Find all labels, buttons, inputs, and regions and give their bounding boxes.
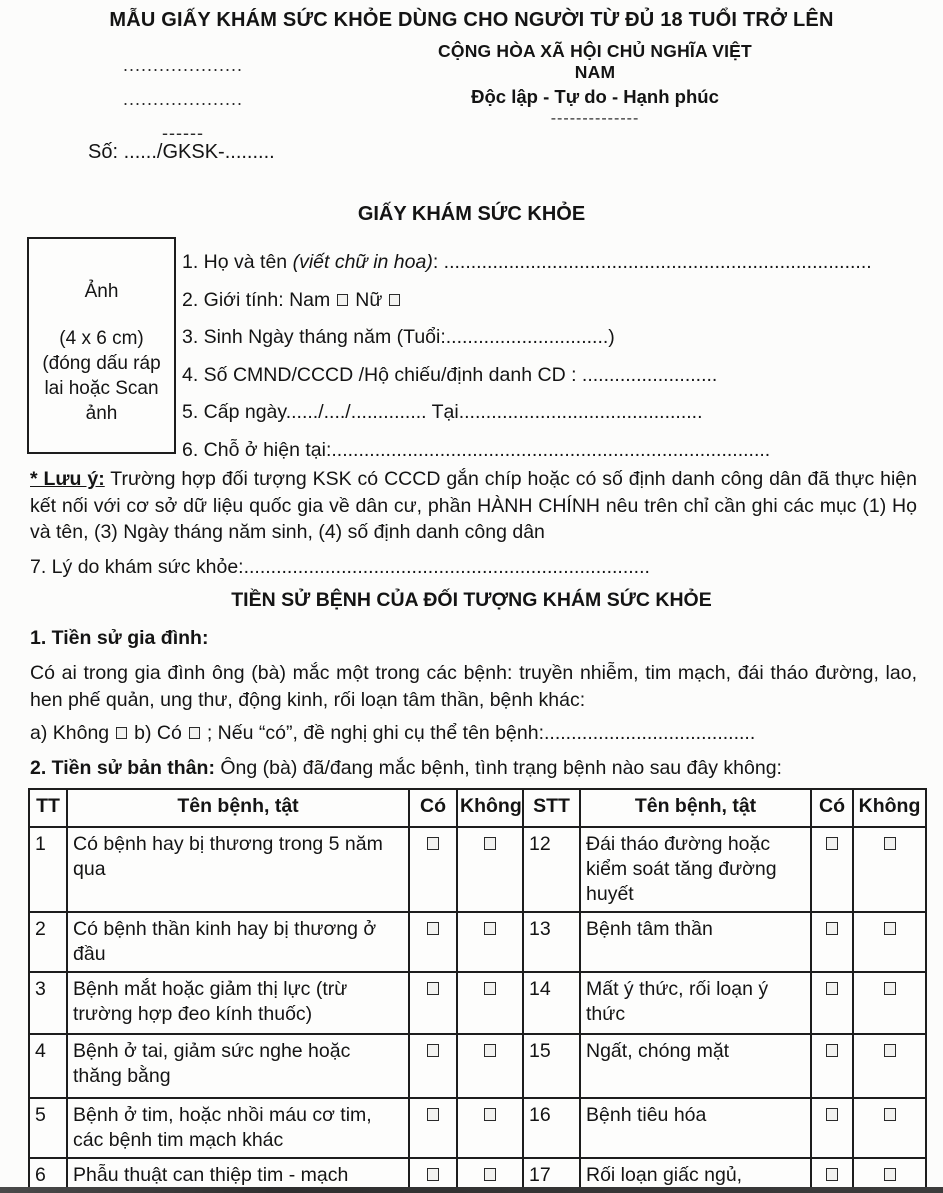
fullname-dotted-line: : ............................................................................... [432,251,872,273]
issuer-dash-line: ------ [162,123,204,143]
row-number: 5 [29,1098,67,1158]
disease-name-left: Có bệnh thần kinh hay bị thương ở đầu [67,912,409,972]
checkbox-cell [853,912,926,972]
header-disease-left: Tên bệnh, tật [67,789,409,827]
family-history-heading: 1. Tiền sử gia đình: [30,627,209,649]
checkbox-cell [457,1034,523,1098]
header-stt: STT [523,789,580,827]
field-issue-date-place: 5. Cấp ngày....../..../.............. Tại............................................. [182,401,703,423]
national-motto-block [425,41,765,128]
note-text: Trường hợp đối tượng KSK có CCCD gắn chíp hoặc có số định danh công dân đã thực hiện kết nối với cơ sở dữ liệu quốc gia về dân cư, phần HÀNH CHÍNH nêu trên chỉ cần ghi các mục (1) Họ và tên, (3) Ngày tháng năm sinh, (4) số định danh công dân [30,468,917,543]
table-row [29,972,926,1034]
checkbox-khong[interactable] [884,837,896,850]
header-tt: TT [29,789,67,827]
checkbox-cell [811,827,853,912]
row-number-right: 15 [523,1034,580,1098]
checkbox-cell [811,1098,853,1158]
disease-name-left: Bệnh ở tim, hoặc nhồi máu cơ tim, các bệnh tim mạch khác [67,1098,409,1158]
note-paragraph [30,466,917,546]
checkbox-co[interactable] [427,982,439,995]
field-fullname [182,244,921,282]
document-number-line: Số: ....../GKSK-......... [88,141,275,163]
scan-edge-shadow [0,1187,943,1193]
disease-name-left: Bệnh ở tai, giảm sức nghe hoặc thăng bằng [67,1034,409,1098]
checkbox-cell [409,827,457,912]
header-co-right: Có [811,789,853,827]
checkbox-khong[interactable] [884,982,896,995]
checkbox-khong[interactable] [484,837,496,850]
answer-detail-dotted-line: ; Nếu “có”, đề nghị ghi cụ thể tên bệnh:....................................... [206,722,756,744]
answer-checkbox-khong[interactable] [116,727,127,739]
photo-size-label: (4 x 6 cm) [59,328,144,349]
checkbox-cell [457,1098,523,1158]
checkbox-co[interactable] [427,1044,439,1057]
header-disease-right: Tên bệnh, tật [580,789,811,827]
checkbox-co[interactable] [826,837,838,850]
table-row [29,827,926,912]
family-history-answer-line [30,722,921,745]
disease-name-right: Mất ý thức, rối loạn ý thức [580,972,811,1034]
checkbox-cell [457,827,523,912]
issuer-placeholder-block [118,48,248,150]
disease-name-right: Đái tháo đường hoặc kiểm soát tăng đường huyết [580,827,811,912]
disease-name-right: Bệnh tâm thần [580,912,811,972]
disease-name-left: Bệnh mắt hoặc giảm thị lực (trừ trường hợp đeo kính thuốc) [67,972,409,1034]
checkbox-co[interactable] [427,1168,439,1181]
row-number-right: 14 [523,972,580,1034]
checkbox-khong[interactable] [484,982,496,995]
checkbox-khong[interactable] [484,1108,496,1121]
checkbox-khong[interactable] [884,1044,896,1057]
photo-stamp-note-line1: (đóng dấu ráp [42,353,161,374]
row-number: 3 [29,972,67,1034]
medical-history-section-title: TIỀN SỬ BỆNH CỦA ĐỐI TƯỢNG KHÁM SỨC KHỎE [231,589,712,611]
row-number-right: 17 [523,1158,580,1193]
motto-divider: -------------- [550,110,640,127]
answer-checkbox-co[interactable] [189,727,200,739]
checkbox-cell [853,972,926,1034]
gender-checkbox-nu[interactable] [389,294,400,306]
personal-history-heading [30,757,921,780]
photo-stamp-note-line2: lai hoặc Scan [44,378,159,399]
form-title: GIẤY KHÁM SỨC KHỎE [357,203,586,225]
checkbox-cell [811,1034,853,1098]
checkbox-co[interactable] [826,1108,838,1121]
field-gender [182,282,921,320]
header-khong-left: Không [457,789,523,827]
photo-stamp-note-line3: ảnh [85,403,118,424]
form-usage-title: MẪU GIẤY KHÁM SỨC KHỎE DÙNG CHO NGƯỜI TỪ ĐỦ 18 TUỔI TRỞ LÊN [109,9,834,31]
checkbox-cell [457,972,523,1034]
disease-name-right: Bệnh tiêu hóa [580,1098,811,1158]
photo-box-label: Ảnh [84,281,119,302]
answer-co-label: b) Có [134,722,182,744]
checkbox-co[interactable] [826,1168,838,1181]
gender-checkbox-nam[interactable] [337,294,348,306]
fullname-hint: (viết chữ in hoa) [292,251,433,273]
header-co-left: Có [409,789,457,827]
checkbox-khong[interactable] [884,922,896,935]
administrative-fields [182,244,921,469]
checkbox-cell [853,1098,926,1158]
checkbox-co[interactable] [427,837,439,850]
field-exam-reason: 7. Lý do khám sức khỏe:........................................................................... [30,556,650,578]
checkbox-cell [811,972,853,1034]
checkbox-cell [457,912,523,972]
issuer-dotted-line-2: .................... [122,89,244,109]
family-history-question: Có ai trong gia đình ông (bà) mắc một trong các bệnh: truyền nhiễm, tim mạch, đái tháo đường, lao, hen phế quản, ung thư, động kinh, rối loạn tâm thần, bệnh khác: [30,662,917,711]
checkbox-co[interactable] [427,922,439,935]
row-number: 1 [29,827,67,912]
gender-nu-label: Nữ [355,288,383,311]
row-number-right: 12 [523,827,580,912]
motto-slogan-line: Độc lập - Tự do - Hạnh phúc [471,86,719,107]
row-number: 6 [29,1158,67,1193]
field-date-of-birth: 3. Sinh Ngày tháng năm (Tuổi:..............................) [182,326,615,348]
checkbox-khong[interactable] [884,1108,896,1121]
personal-history-label: 2. Tiền sử bản thân: [30,757,215,779]
gender-label: 2. Giới tính: Nam [182,288,331,311]
disease-name-left: Có bệnh hay bị thương trong 5 năm qua [67,827,409,912]
table-header-row [29,789,926,827]
photo-box [27,237,176,454]
checkbox-co[interactable] [427,1108,439,1121]
row-number: 4 [29,1034,67,1098]
answer-khong-label: a) Không [30,722,110,744]
checkbox-cell [853,827,926,912]
table-row [29,1098,926,1158]
personal-history-question: Ông (bà) đã/đang mắc bệnh, tình trạng bệnh nào sau đây không: [214,757,782,779]
checkbox-cell [409,1098,457,1158]
row-number-right: 16 [523,1098,580,1158]
table-row [29,912,926,972]
issuer-dotted-line-1: .................... [122,55,244,75]
row-number: 2 [29,912,67,972]
checkbox-co[interactable] [826,1044,838,1057]
fullname-label: 1. Họ và tên [182,251,293,273]
field-current-address: 6. Chỗ ở hiện tại:................................................................................. [182,438,771,461]
disease-name-right: Rối loạn giấc ngủ, [580,1158,811,1193]
checkbox-cell [811,912,853,972]
checkbox-cell [409,972,457,1034]
checkbox-khong[interactable] [484,1168,496,1181]
disease-history-table [28,788,927,1193]
header-khong-right: Không [853,789,926,827]
checkbox-co[interactable] [826,922,838,935]
note-label: * Lưu ý: [30,468,105,490]
disease-name-right: Ngất, chóng mặt [580,1034,811,1098]
checkbox-khong[interactable] [884,1168,896,1181]
motto-country-line: CỘNG HÒA XÃ HỘI CHỦ NGHĨA VIỆT NAM [438,41,752,82]
checkbox-khong[interactable] [484,922,496,935]
table-row [29,1034,926,1098]
checkbox-cell [409,912,457,972]
checkbox-cell [853,1034,926,1098]
checkbox-co[interactable] [826,982,838,995]
checkbox-cell [409,1034,457,1098]
field-id-number: 4. Số CMND/CCCD /Hộ chiếu/định danh CD : ......................... [182,363,718,386]
row-number-right: 13 [523,912,580,972]
checkbox-khong[interactable] [484,1044,496,1057]
disease-name-left: Phẫu thuật can thiệp tim - mạch [67,1158,409,1193]
